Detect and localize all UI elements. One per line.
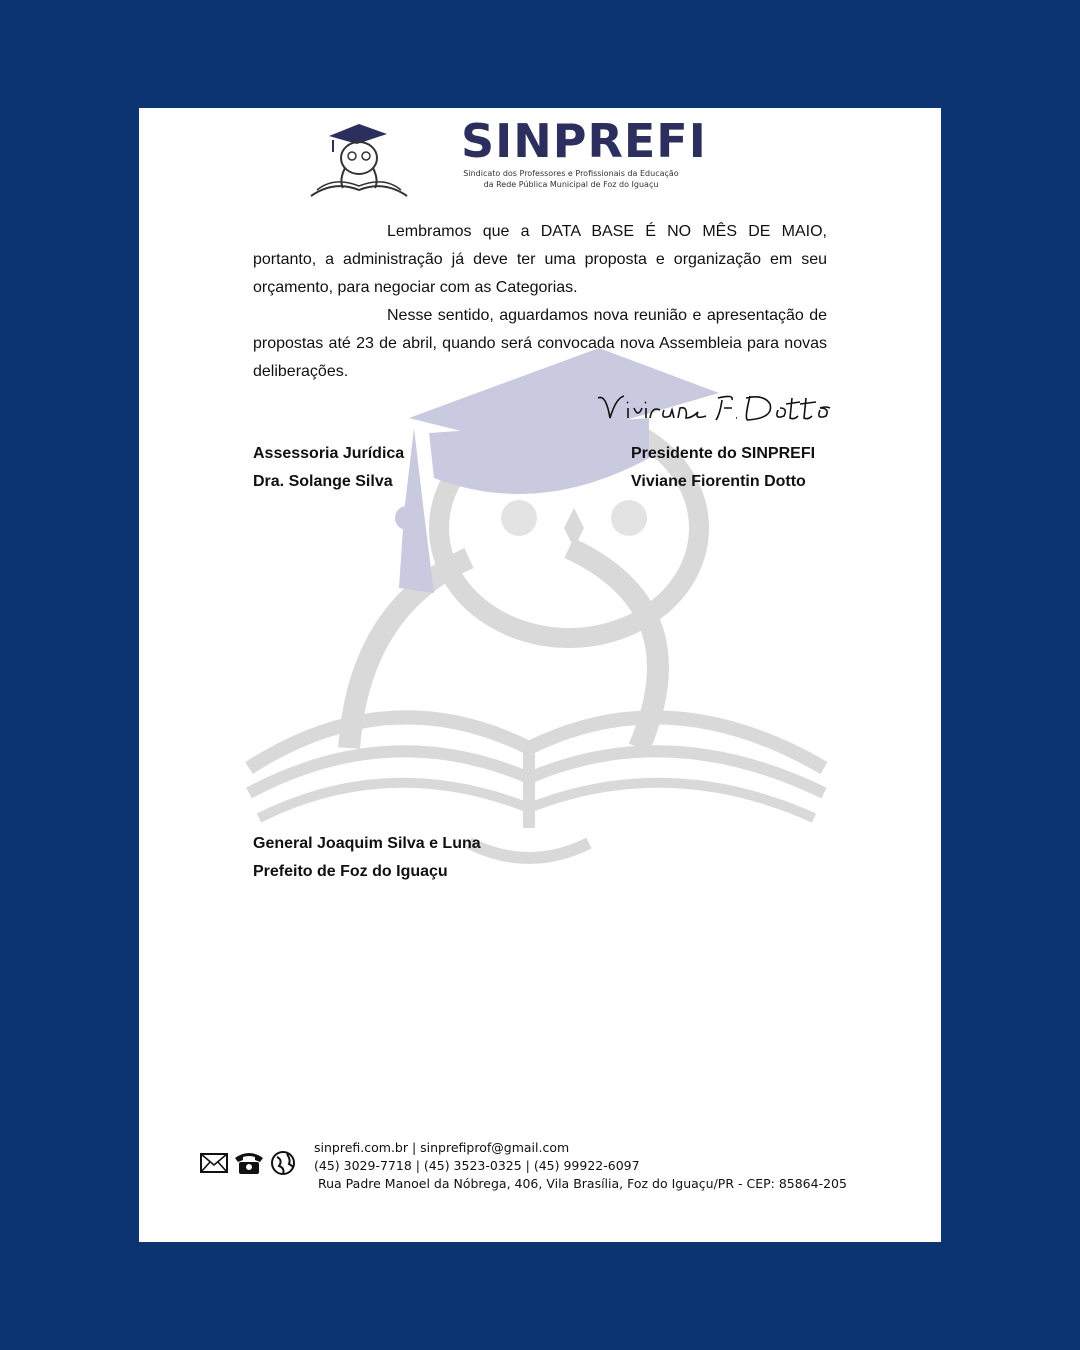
signatory-right: [631, 440, 815, 496]
footer-web-email[interactable]: sinprefi.com.br | sinprefiprof@gmail.com: [314, 1140, 570, 1155]
paragraph-2: Nesse sentido, aguardamos nova reunião e apresentação de propostas até 23 de abril, quando será convocada nova Assembleia para novas deliberações.: [253, 307, 827, 380]
signatory-left-name: Dra. Solange Silva: [253, 473, 393, 490]
footer-address: Rua Padre Manoel da Nóbrega, 406, Vila Brasília, Foz do Iguaçu/PR - CEP: 85864-205: [318, 1176, 847, 1191]
envelope-icon: [201, 1154, 227, 1172]
document-page: [139, 108, 941, 1242]
footer-phones: (45) 3029-7718 | (45) 3523-0325 | (45) 99922-6097: [314, 1158, 640, 1173]
signatory-left: [253, 440, 404, 496]
telephone-icon: [235, 1153, 263, 1174]
signatory-right-title: Presidente do SINPREFI: [631, 445, 816, 462]
paragraph-1: Lembramos que a DATA BASE É NO MÊS DE MAIO, portanto, a administração já deve ter uma proposta e organização em seu orçamento, para negociar com as Categorias.: [253, 223, 827, 296]
globe-icon: [272, 1152, 294, 1174]
owl-logo-icon: [309, 118, 409, 200]
brand-subtitle-line2: da Rede Pública Municipal de Foz do Iguaçu: [483, 180, 659, 189]
owl-watermark-icon: [239, 348, 839, 888]
footer-icons: [199, 1148, 299, 1178]
handwritten-signature: [594, 388, 834, 428]
brand-name: SINPREFI: [461, 114, 707, 168]
recipient-block: [253, 830, 481, 886]
signatory-left-title: Assessoria Jurídica: [253, 445, 405, 462]
brand-subtitle: [461, 168, 681, 190]
recipient-name: General Joaquim Silva e Luna: [253, 835, 481, 852]
letter-body: [253, 218, 827, 386]
brand-subtitle-line1: Sindicato dos Professores e Profissionais da Educação: [463, 169, 679, 178]
letterhead: [289, 108, 879, 208]
recipient-title: Prefeito de Foz do Iguaçu: [253, 863, 448, 880]
signatory-right-name: Viviane Fiorentin Dotto: [631, 473, 806, 490]
footer-contact: [314, 1139, 847, 1193]
